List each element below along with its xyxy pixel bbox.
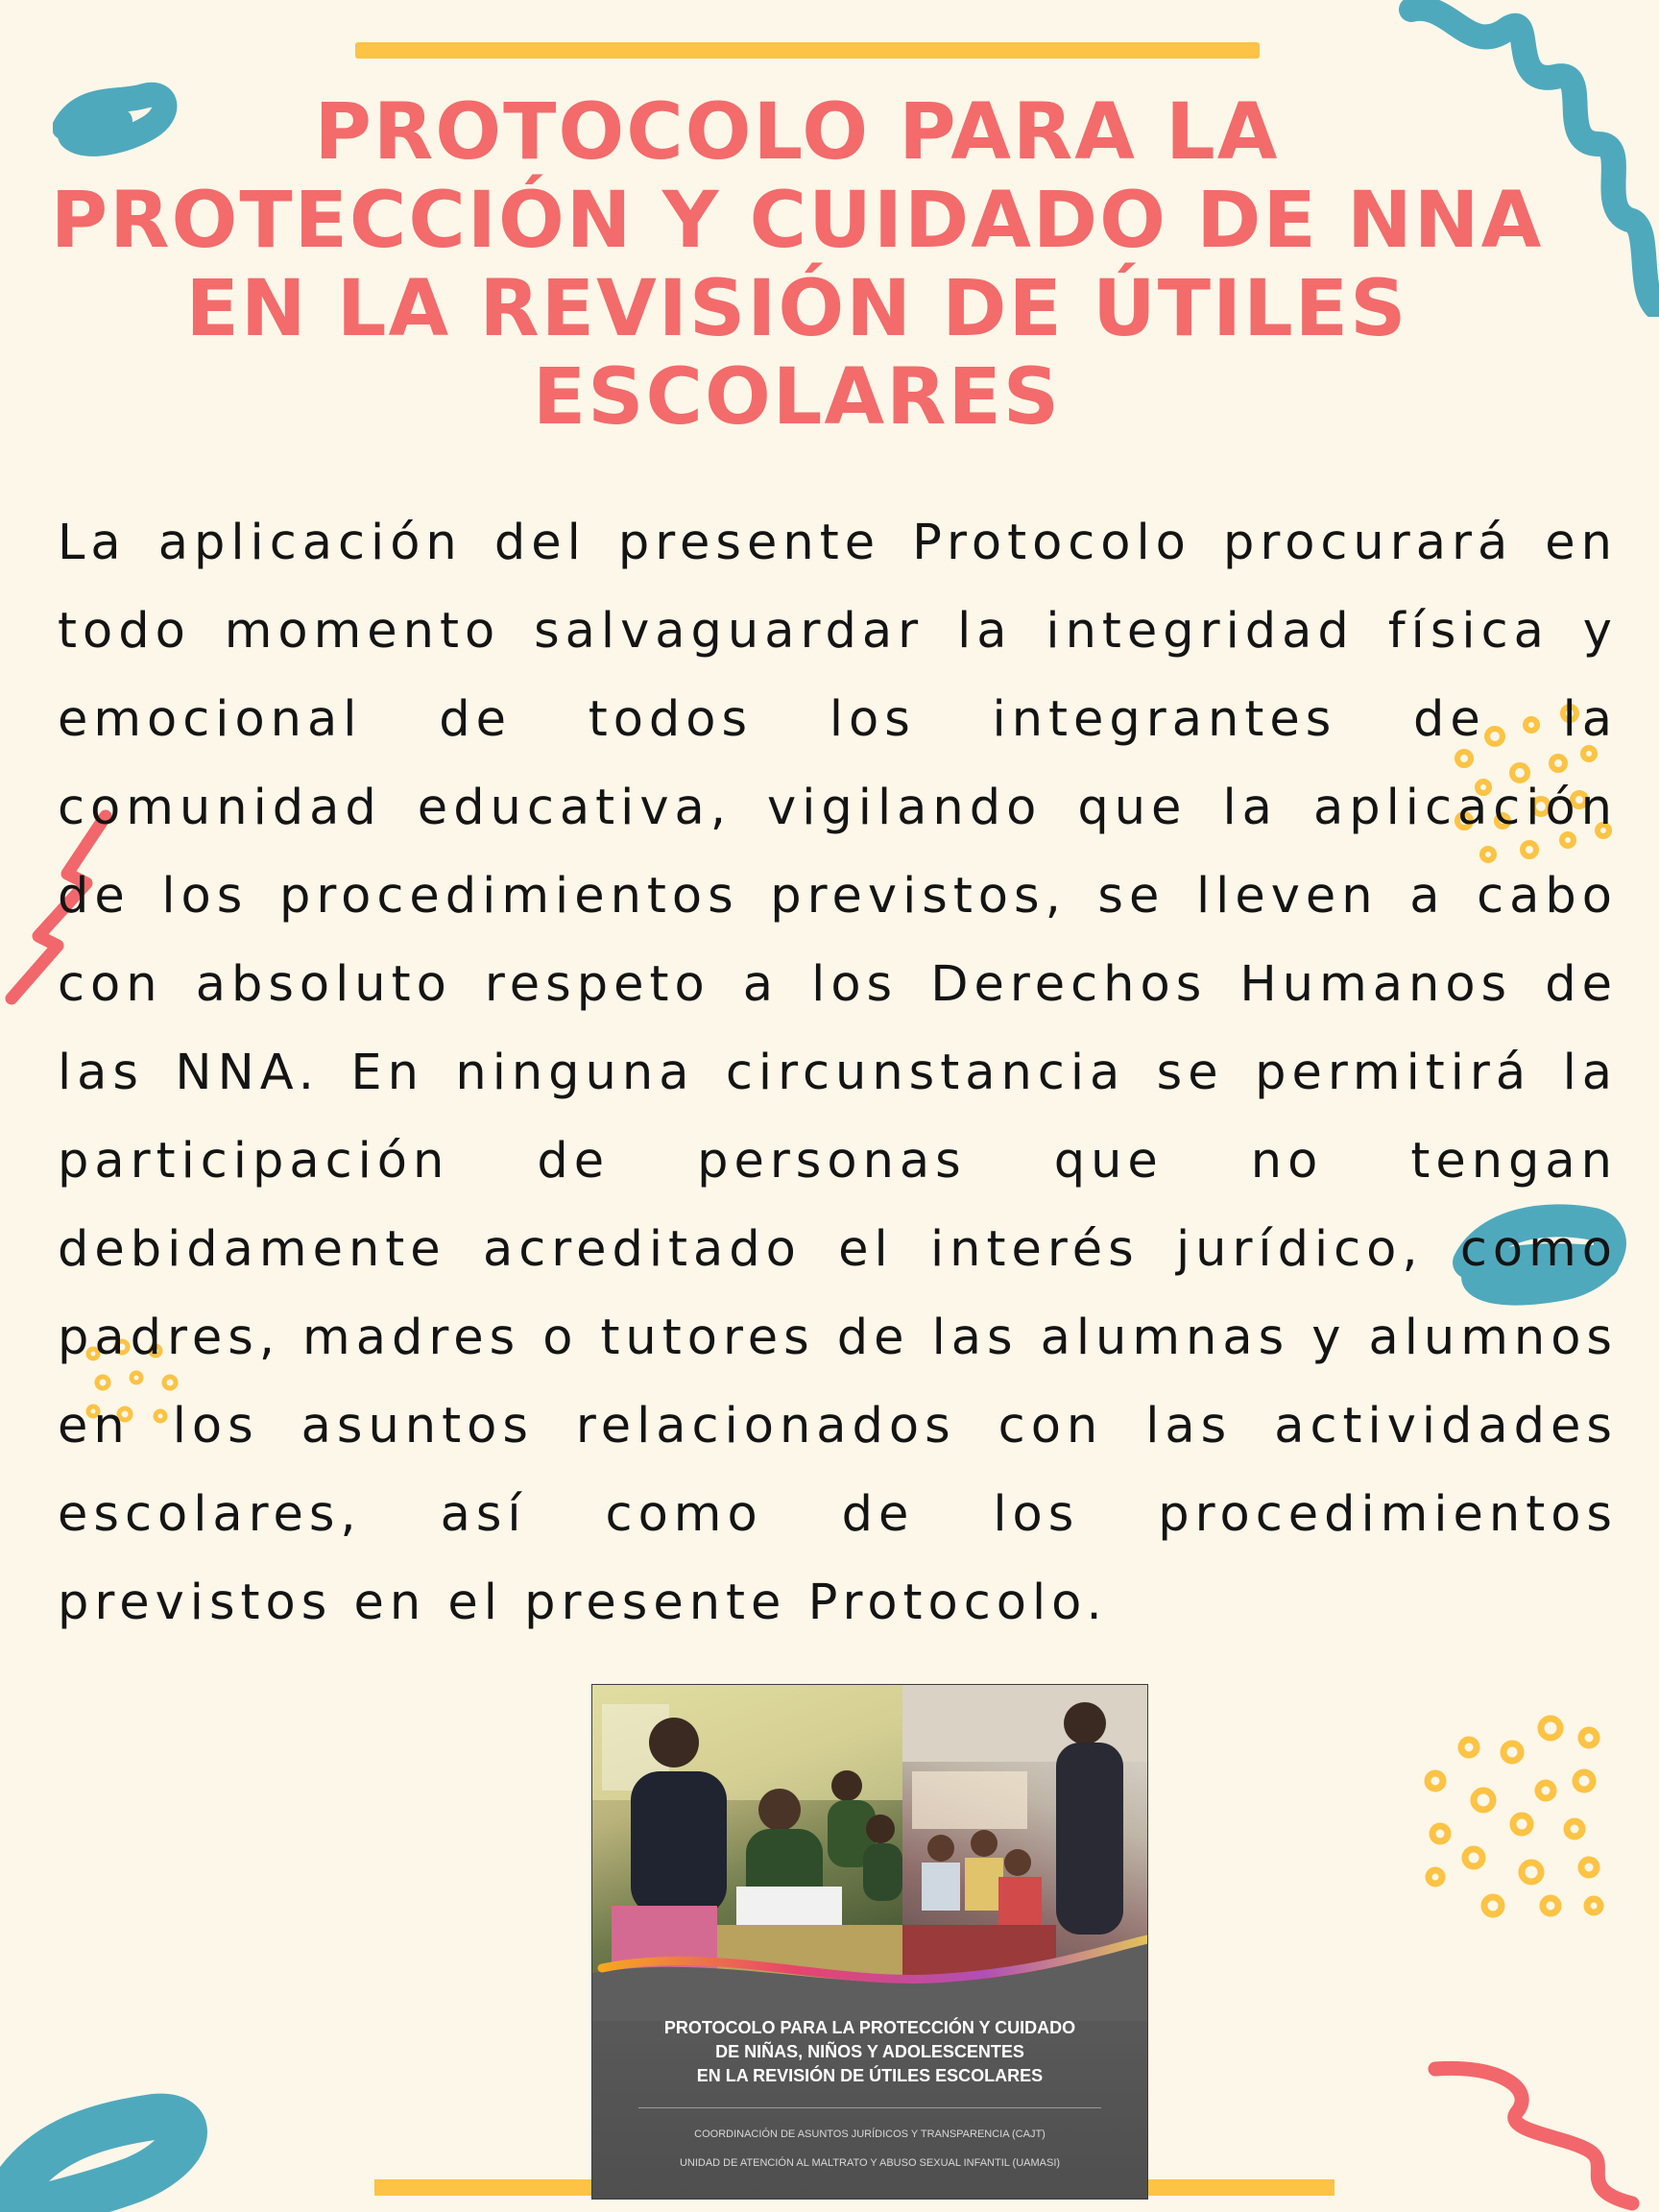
body-paragraph: La aplicación del presente Protocolo procurará en todo momento salvaguardar la integridad física y emocional de todos los integrantes de la comunidad educativa, vigilando que la aplicación de los procedimientos previstos, se lleven a cabo con absoluto respeto a los Derechos Humanos de las NNA. En ninguna circunstancia se permitirá la participación de personas que no tengan debidamente acreditado el interés jurídico, como padres, madres o tutores de las alumnas y alumnos en los asuntos relacionados con las actividades escolares, así como de los procedimientos previstos en el presente Protocolo. [58,515,1618,1631]
color-swoosh [592,1915,1147,2021]
cover-title-line: EN LA REVISIÓN DE ÚTILES ESCOLARES [696,2066,1044,2085]
cover-title-line: DE NIÑAS, NIÑOS Y ADOLESCENTES [715,2042,1024,2061]
cover-divider [638,2107,1101,2108]
cover-credit-uamasi: UNIDAD DE ATENCIÓN AL MALTRATO Y ABUSO SEXUAL INFANTIL (UAMASI) [679,2157,1061,2169]
cover-title [592,2016,1147,2088]
cover-credit-cajt: COORDINACIÓN DE ASUNTOS JURÍDICOS Y TRANSPARENCIA (CAJT) [694,2128,1046,2140]
blue-brush-stroke-bottom-left [0,2088,221,2212]
protocol-cover-image [592,1685,1147,2199]
page-title: PROTOCOLO PARA LA PROTECCIÓN Y CUIDADO DE NNA EN LA REVISIÓN DE ÚTILES ESCOLARES [50,87,1544,443]
yellow-dots-right-lower [1416,1709,1618,1930]
cover-title-line: PROTOCOLO PARA LA PROTECCIÓN Y CUIDADO [663,2018,1076,2037]
top-yellow-rule [355,42,1260,59]
red-zigzag-bottom-right [1421,2045,1659,2212]
